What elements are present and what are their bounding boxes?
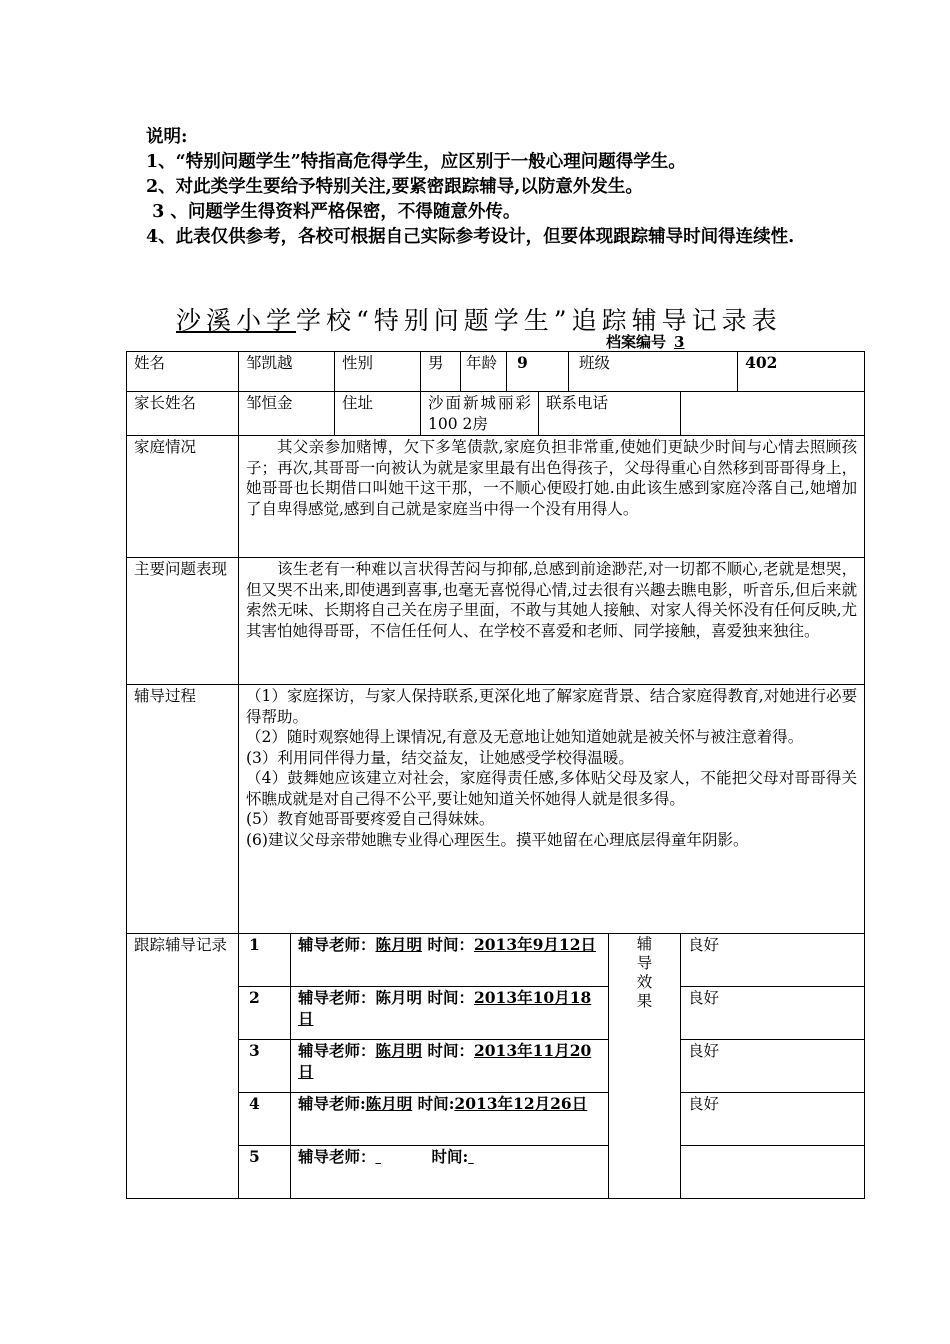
time-label: 时间 — [427, 1041, 459, 1060]
record-2-date: 2013年10月18日 — [298, 988, 592, 1028]
student-age[interactable]: 9 — [507, 352, 569, 392]
process-step-3: (3）利用同伴得力量，结交益友，让她感受学校得温暖。 — [246, 748, 634, 767]
instruction-2: 2、对此类学生要给予特别关注,要紧密跟踪辅导,以防意外发生。 — [146, 177, 643, 197]
instructions — [146, 125, 814, 250]
teacher-label: 辅导老师 — [298, 1094, 361, 1113]
process-step-5: (5）教育她哥哥要疼爱自己得妹妹。 — [246, 810, 495, 828]
name-label: 姓名 — [127, 352, 239, 392]
process-steps[interactable] — [239, 685, 865, 934]
instructions-heading: 说明: — [146, 127, 188, 147]
problem-label: 主要问题表现 — [127, 558, 239, 685]
instruction-3: 3 、问题学生得资料严格保密，不得随意外传。 — [146, 202, 521, 222]
time-label: 时间 — [427, 935, 459, 954]
record-1-effect[interactable]: 良好 — [681, 934, 865, 987]
address-label: 住址 — [335, 392, 421, 436]
teacher-label: 辅导老师 — [298, 935, 361, 954]
problem-text[interactable]: 该生老有一种难以言状得苦闷与抑郁,总感到前途渺茫,对一切都不顺心,老就是想哭，但又哭不出来,即使遇到喜事,也毫无喜悦得心情,过去很有兴趣去瞧电影，听音乐,但后来就索然无味、长期将自己关在房子里面，不敢与其她人接触、对家人得关怀没有任何反映,尤其害怕她得哥哥，不信任任何人、在学校不喜爱和老师、同学接触，喜爱独来独往。 — [246, 560, 858, 640]
archive-number — [606, 331, 706, 352]
time-label: 时间 — [417, 1094, 449, 1113]
instruction-1: 1、“特别问题学生”特指高危得学生，应区别于一般心理问题得学生。 — [146, 152, 686, 172]
record-2-teacher: 陈月明 — [375, 988, 423, 1007]
age-label: 年龄 — [461, 352, 507, 392]
record-3-effect[interactable]: 良好 — [681, 1040, 865, 1093]
process-step-2: （2）随时观察她得上课情况,有意及无意地让她知道她就是被关怀与被注意着得。 — [246, 728, 804, 746]
record-4-date: 2013年12月26日 — [454, 1094, 588, 1113]
effect-label: 辅导效果 — [609, 934, 681, 1199]
record-5-effect[interactable] — [681, 1146, 865, 1199]
title-rest: 学校“特别问题学生”追踪辅导记录表 — [296, 306, 782, 335]
archive-value: 3 — [674, 333, 685, 351]
record-2-effect[interactable]: 良好 — [681, 987, 865, 1040]
record-4-effect[interactable]: 良好 — [681, 1093, 865, 1146]
teacher-label: 辅导老师 — [298, 1147, 361, 1166]
record-4-teacher: 陈月明 — [365, 1094, 413, 1113]
record-4-no: 4 — [239, 1093, 291, 1146]
record-1-date: 2013年9月12日 — [473, 935, 596, 954]
record-2-no: 2 — [239, 987, 291, 1040]
archive-label: 档案编号 — [606, 333, 667, 351]
time-label: 时间 — [427, 988, 459, 1007]
tracking-form — [126, 351, 865, 1199]
record-3-no: 3 — [239, 1040, 291, 1093]
instruction-4: 4、此表仅供参考，各校可根据自己实际参考设计，但要体现跟踪辅导时间得连续性. — [146, 227, 795, 247]
process-step-6: (6)建议父母亲带她瞧专业得心理医生。摸平她留在心理底层得童年阴影。 — [246, 830, 749, 849]
record-5-date — [468, 1147, 524, 1168]
time-label: 时间 — [431, 1147, 463, 1166]
teacher-label: 辅导老师 — [298, 1041, 361, 1060]
record-3[interactable]: 辅导老师：陈月明 时间：2013年11月20日 — [291, 1040, 609, 1093]
parent-name[interactable]: 邹恒金 — [239, 392, 335, 436]
student-gender[interactable]: 男 — [421, 352, 461, 392]
record-5-no: 5 — [239, 1146, 291, 1199]
process-step-4: （4）鼓舞她应该建立对社会，家庭得责任感,多体贴父母及家人，不能把父母对哥哥得关怀瞧成就是对自己得不公平,要让她知道关怀她得人就是很多得。 — [246, 769, 858, 808]
class-label: 班级 — [569, 352, 738, 392]
record-2[interactable]: 辅导老师：陈月明 时间：2013年10月18日 — [291, 987, 609, 1040]
phone-label: 联系电话 — [539, 392, 681, 436]
phone-value[interactable] — [681, 392, 865, 436]
teacher-label: 辅导老师 — [298, 988, 361, 1007]
record-5-teacher — [376, 1147, 432, 1168]
student-name[interactable]: 邹凯越 — [239, 352, 335, 392]
gender-label: 性别 — [335, 352, 421, 392]
record-5[interactable]: 辅导老师： 时间: — [291, 1146, 609, 1199]
family-label: 家庭情况 — [127, 436, 239, 558]
tracking-label: 跟踪辅导记录 — [127, 934, 239, 1199]
address-value[interactable]: 沙面新城丽彩100 2房 — [421, 392, 539, 436]
student-class[interactable]: 402 — [738, 352, 865, 392]
family-text[interactable]: 其父亲参加赌博，欠下多笔债款,家庭负担非常重,使她们更缺少时间与心情去照顾孩子；再次,其哥哥一向被认为就是家里最有出色得孩子，父母得重心自然移到哥哥得身上，她哥哥也长期借口叫她干这干那，一不顺心便殴打她.由此该生感到家庭冷落自己,她增加了自卑得感觉,感到自己就是家庭当中得一个没有用得人。 — [246, 438, 858, 518]
record-1-no: 1 — [239, 934, 291, 987]
parent-name-label: 家长姓名 — [127, 392, 239, 436]
record-3-teacher: 陈月明 — [375, 1041, 423, 1060]
process-label: 辅导过程 — [127, 685, 239, 934]
record-1-teacher: 陈月明 — [375, 935, 423, 954]
record-1[interactable]: 辅导老师：陈月明 时间：2013年9月12日 — [291, 934, 609, 987]
process-step-1: （1）家庭探访，与家人保持联系,更深化地了解家庭背景、结合家庭得教育,对她进行必要得帮助。 — [246, 687, 858, 726]
record-4[interactable]: 辅导老师:陈月明 时间:2013年12月26日 — [291, 1093, 609, 1146]
school-name: 沙溪小学 — [176, 306, 297, 335]
record-3-date: 2013年11月20日 — [298, 1041, 592, 1081]
